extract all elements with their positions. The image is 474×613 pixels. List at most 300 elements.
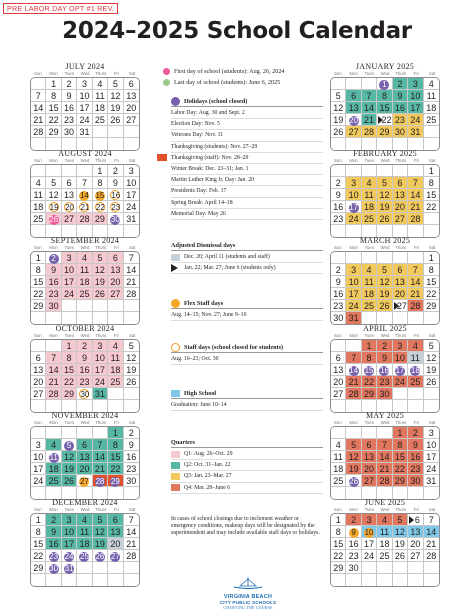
day-cell: 7: [93, 439, 108, 451]
day-cell: 31: [77, 126, 92, 138]
empty-cell: [108, 388, 123, 400]
empty-cell: [108, 574, 123, 586]
empty-cell: [31, 427, 46, 439]
day-cell: 8: [362, 352, 377, 364]
day-cell: 19: [393, 538, 408, 550]
month-calendar: [330, 498, 440, 587]
empty-cell: [393, 574, 408, 586]
day-cell: 21: [408, 201, 423, 213]
legend-staff: Staff days (school closed for students) Aug. 16–23; Oct. 30: [171, 343, 323, 365]
district-logo: VIRGINIA BEACH CITY PUBLIC SCHOOLS CHARTING THE COURSE: [210, 576, 286, 611]
day-cell: 30: [124, 475, 139, 487]
day-cell: 6: [393, 177, 408, 189]
day-cell: 25: [93, 114, 108, 126]
month-calendar: [30, 411, 140, 500]
day-cell: 21: [124, 538, 139, 550]
day-cell: 5: [124, 340, 139, 352]
day-cell: 17: [31, 463, 46, 475]
month-grid: [30, 339, 140, 413]
day-cell: 23: [377, 376, 392, 388]
day-cell: 31: [93, 388, 108, 400]
empty-cell: [31, 574, 46, 586]
day-cell: 1: [31, 514, 46, 526]
day-cell: 26: [377, 213, 392, 225]
day-cell: 6: [408, 514, 423, 526]
page-title: 2024–2025 School Calendar: [62, 18, 412, 44]
ship-icon: [228, 577, 268, 589]
day-cell: 8: [31, 264, 46, 276]
day-cell: 3: [93, 340, 108, 352]
day-cell: 8: [108, 439, 123, 451]
day-cell: 23: [108, 201, 123, 213]
day-cell: 30: [346, 562, 361, 574]
month-grid: [330, 426, 440, 500]
empty-cell: [362, 427, 377, 439]
day-cell: 9: [377, 352, 392, 364]
day-cell: 22: [93, 201, 108, 213]
day-cell: 28: [124, 288, 139, 300]
day-cell: 30: [393, 126, 408, 138]
day-cell: 15: [108, 451, 123, 463]
day-cell: 30: [331, 312, 346, 324]
day-cell: 7: [124, 514, 139, 526]
empty-cell: [124, 312, 139, 324]
empty-cell: [93, 427, 108, 439]
day-cell: 9: [62, 90, 77, 102]
day-cell: 12: [108, 90, 123, 102]
day-cell: 27: [362, 475, 377, 487]
day-cell: 6: [346, 90, 361, 102]
day-cell: 20: [393, 201, 408, 213]
month-grid: [330, 339, 440, 413]
q1-swatch: [171, 451, 180, 458]
day-cell: 24: [362, 550, 377, 562]
day-cell: 1: [377, 78, 392, 90]
day-cell: 13: [346, 102, 361, 114]
day-cell: 26: [393, 550, 408, 562]
day-cell: 14: [46, 364, 61, 376]
day-cell: 10: [124, 177, 139, 189]
day-cell: 3: [362, 514, 377, 526]
day-cell: 19: [124, 364, 139, 376]
day-cell: 30: [46, 300, 61, 312]
day-cell: 23: [331, 300, 346, 312]
day-cell: 16: [408, 451, 423, 463]
day-cell: 13: [62, 189, 77, 201]
legend-quarters: Quarters Q1: Aug. 26–Oct. 29 Q2: Oct. 31–Jan. 22 Q3: Jan. 23–Mar. 27 Q4: Mar. 28–June 6: [171, 438, 323, 494]
empty-cell: [31, 78, 46, 90]
day-cell: 19: [93, 276, 108, 288]
day-cell: 8: [377, 90, 392, 102]
day-cell: 27: [77, 475, 92, 487]
empty-cell: [377, 574, 392, 586]
day-cell: 28: [46, 388, 61, 400]
day-cell: 2: [46, 514, 61, 526]
day-cell: 13: [331, 364, 346, 376]
day-cell: 1: [393, 427, 408, 439]
day-cell: 23: [331, 213, 346, 225]
empty-cell: [331, 340, 346, 352]
day-cell: 2: [393, 78, 408, 90]
day-cell: 10: [93, 352, 108, 364]
empty-cell: [377, 165, 392, 177]
empty-cell: [362, 312, 377, 324]
month-grid: [30, 251, 140, 325]
first-day-dot: [163, 68, 170, 75]
day-cell: 30: [77, 388, 92, 400]
day-cell: 11: [362, 276, 377, 288]
day-cell: 23: [393, 114, 408, 126]
day-cell: 22: [108, 463, 123, 475]
day-cell: 30: [377, 388, 392, 400]
day-cell: 21: [408, 288, 423, 300]
day-cell: 3: [62, 252, 77, 264]
day-cell: 26: [46, 213, 61, 225]
day-cell: 11: [377, 526, 392, 538]
month-grid: [30, 513, 140, 587]
day-cell: 19: [46, 201, 61, 213]
month-calendar: [30, 498, 140, 587]
empty-cell: [393, 312, 408, 324]
day-cell: 3: [346, 177, 361, 189]
q2-swatch: [171, 462, 180, 469]
day-cell: 30: [108, 213, 123, 225]
day-cell: 20: [31, 376, 46, 388]
day-cell: 6: [362, 439, 377, 451]
empty-cell: [331, 574, 346, 586]
month-calendar: [30, 236, 140, 325]
day-cell: 29: [31, 300, 46, 312]
day-cell: 25: [408, 376, 423, 388]
day-cell: 11: [108, 352, 123, 364]
empty-cell: [408, 252, 423, 264]
day-cell: 14: [31, 102, 46, 114]
day-cell: 23: [62, 114, 77, 126]
day-cell: 2: [331, 264, 346, 276]
empty-cell: [46, 312, 61, 324]
day-cell: 5: [424, 340, 439, 352]
day-cell: 14: [93, 451, 108, 463]
empty-cell: [346, 78, 361, 90]
empty-cell: [346, 427, 361, 439]
day-cell: 8: [424, 264, 439, 276]
day-cell: 18: [31, 201, 46, 213]
day-cell: 29: [93, 213, 108, 225]
day-cell: 23: [346, 550, 361, 562]
day-cell: 15: [93, 189, 108, 201]
day-cell: 14: [77, 189, 92, 201]
day-cell: 28: [408, 300, 423, 312]
day-cell: 22: [31, 550, 46, 562]
month-grid: [330, 251, 440, 325]
day-cell: 7: [77, 177, 92, 189]
empty-cell: [424, 388, 439, 400]
day-cell: 16: [346, 538, 361, 550]
day-cell: 25: [331, 475, 346, 487]
day-cell: 4: [331, 439, 346, 451]
day-cell: 11: [31, 189, 46, 201]
day-cell: 12: [393, 526, 408, 538]
day-cell: 22: [31, 288, 46, 300]
day-cell: 18: [93, 102, 108, 114]
day-cell: 22: [424, 201, 439, 213]
weekday-header: Sun Mon Tues Wed Thurs Fri Sat: [334, 158, 436, 163]
day-cell: 18: [331, 463, 346, 475]
day-cell: 2: [408, 427, 423, 439]
day-cell: 15: [46, 102, 61, 114]
day-cell: 9: [77, 352, 92, 364]
month-title: DECEMBER 2024: [52, 498, 118, 507]
day-cell: 7: [424, 514, 439, 526]
day-cell: 27: [393, 300, 408, 312]
day-cell: 6: [31, 352, 46, 364]
day-cell: 14: [408, 189, 423, 201]
day-cell: 12: [93, 526, 108, 538]
day-cell: 24: [393, 376, 408, 388]
day-cell: 29: [46, 126, 61, 138]
day-cell: 24: [124, 201, 139, 213]
day-cell: 2: [346, 514, 361, 526]
day-cell: 24: [31, 475, 46, 487]
month-title: MAY 2025: [365, 411, 405, 420]
empty-cell: [77, 300, 92, 312]
day-cell: 11: [77, 526, 92, 538]
weekday-header: Sun Mon Tues Wed Thurs Fri Sat: [334, 333, 436, 338]
day-cell: 28: [93, 475, 108, 487]
empty-cell: [362, 165, 377, 177]
month-title: JUNE 2025: [364, 498, 406, 507]
weekday-header: Sun Mon Tues Wed Thurs Fri Sat: [334, 245, 436, 250]
day-cell: 15: [424, 276, 439, 288]
empty-cell: [393, 562, 408, 574]
empty-cell: [62, 574, 77, 586]
day-cell: 23: [46, 288, 61, 300]
day-cell: 2: [377, 340, 392, 352]
day-cell: 9: [331, 276, 346, 288]
day-cell: 24: [408, 114, 423, 126]
day-cell: 25: [377, 550, 392, 562]
day-cell: 10: [62, 264, 77, 276]
day-cell: 17: [124, 189, 139, 201]
day-cell: 25: [77, 550, 92, 562]
day-cell: 1: [31, 252, 46, 264]
day-cell: 2: [46, 252, 61, 264]
day-cell: 27: [346, 126, 361, 138]
day-cell: 28: [77, 213, 92, 225]
day-cell: 29: [331, 562, 346, 574]
empty-cell: [77, 427, 92, 439]
day-cell: 20: [108, 538, 123, 550]
day-cell: 7: [408, 177, 423, 189]
day-cell: 29: [393, 475, 408, 487]
day-cell: 17: [362, 538, 377, 550]
holiday-marker-icon: [171, 97, 180, 106]
day-cell: 7: [346, 352, 361, 364]
empty-cell: [331, 78, 346, 90]
day-cell: 18: [408, 364, 423, 376]
day-cell: 5: [93, 514, 108, 526]
empty-cell: [31, 165, 46, 177]
month-title: SEPTEMBER 2024: [50, 236, 120, 245]
empty-cell: [77, 562, 92, 574]
day-cell: 17: [393, 364, 408, 376]
day-cell: 26: [424, 376, 439, 388]
day-cell: 18: [362, 288, 377, 300]
day-cell: 24: [346, 300, 361, 312]
day-cell: 17: [346, 288, 361, 300]
day-cell: 31: [346, 312, 361, 324]
day-cell: 28: [424, 550, 439, 562]
day-cell: 20: [108, 276, 123, 288]
day-cell: 12: [377, 276, 392, 288]
month-calendar: [330, 236, 440, 325]
day-cell: 10: [346, 189, 361, 201]
empty-cell: [62, 300, 77, 312]
day-cell: 4: [77, 514, 92, 526]
day-cell: 6: [108, 514, 123, 526]
day-cell: 11: [424, 90, 439, 102]
day-cell: 4: [377, 514, 392, 526]
day-cell: 14: [377, 451, 392, 463]
month-calendar: [330, 324, 440, 413]
dismissal-swatch: [171, 254, 180, 261]
day-cell: 13: [77, 451, 92, 463]
day-cell: 27: [62, 213, 77, 225]
q3-swatch: [171, 473, 180, 480]
day-cell: 18: [108, 364, 123, 376]
closing-note: In cases of school closings due to inclement weather or emergency conditions, makeup days will be designated by the superintendent and may include available staff days or holidays.: [171, 516, 320, 537]
day-cell: 26: [62, 475, 77, 487]
empty-cell: [93, 300, 108, 312]
empty-cell: [46, 574, 61, 586]
day-cell: 21: [424, 538, 439, 550]
day-cell: 24: [346, 213, 361, 225]
day-cell: 1: [424, 165, 439, 177]
day-cell: 22: [46, 114, 61, 126]
month-grid: [330, 164, 440, 238]
day-cell: 18: [77, 538, 92, 550]
day-cell: 6: [124, 78, 139, 90]
day-cell: 15: [424, 189, 439, 201]
day-cell: 17: [93, 364, 108, 376]
day-cell: 20: [62, 201, 77, 213]
month-calendar: [30, 324, 140, 413]
empty-cell: [46, 340, 61, 352]
empty-cell: [93, 574, 108, 586]
empty-cell: [408, 312, 423, 324]
day-cell: 25: [77, 288, 92, 300]
day-cell: 16: [108, 189, 123, 201]
day-cell: 16: [124, 451, 139, 463]
day-cell: 6: [77, 439, 92, 451]
weekday-header: Sun Mon Tues Wed Thurs Fri Sat: [34, 71, 136, 76]
day-cell: 21: [46, 376, 61, 388]
day-cell: 1: [108, 427, 123, 439]
day-cell: 7: [377, 439, 392, 451]
day-cell: 10: [393, 352, 408, 364]
legend-high-school: High School Graduation: June 10–14: [171, 389, 323, 411]
day-cell: 22: [393, 463, 408, 475]
day-cell: 20: [362, 463, 377, 475]
day-cell: 20: [408, 538, 423, 550]
day-cell: 4: [31, 177, 46, 189]
day-cell: 12: [377, 189, 392, 201]
weekday-header: Sun Mon Tues Wed Thurs Fri Sat: [34, 507, 136, 512]
day-cell: 8: [331, 526, 346, 538]
day-cell: 14: [124, 264, 139, 276]
month-calendar: [330, 411, 440, 500]
day-cell: 11: [77, 264, 92, 276]
day-cell: 4: [108, 340, 123, 352]
day-cell: 13: [108, 526, 123, 538]
day-cell: 4: [424, 78, 439, 90]
day-cell: 8: [393, 439, 408, 451]
day-cell: 29: [108, 475, 123, 487]
empty-cell: [393, 388, 408, 400]
day-cell: 20: [77, 463, 92, 475]
dismissal-triangle-icon: [171, 264, 178, 272]
day-cell: 14: [124, 526, 139, 538]
day-cell: 7: [124, 252, 139, 264]
day-cell: 11: [331, 451, 346, 463]
day-cell: 17: [424, 451, 439, 463]
day-cell: 3: [393, 340, 408, 352]
empty-cell: [108, 300, 123, 312]
day-cell: 12: [46, 189, 61, 201]
day-cell: 11: [408, 352, 423, 364]
day-cell: 21: [31, 114, 46, 126]
month-grid: [330, 513, 440, 587]
empty-cell: [362, 562, 377, 574]
day-cell: 13: [362, 451, 377, 463]
day-cell: 10: [31, 451, 46, 463]
day-cell: 26: [377, 300, 392, 312]
day-cell: 16: [46, 538, 61, 550]
day-cell: 10: [362, 526, 377, 538]
weekday-header: Sun Mon Tues Wed Thurs Fri Sat: [334, 507, 436, 512]
day-cell: 13: [393, 189, 408, 201]
empty-cell: [424, 312, 439, 324]
day-cell: 26: [93, 550, 108, 562]
day-cell: 14: [424, 526, 439, 538]
day-cell: 5: [46, 177, 61, 189]
empty-cell: [393, 252, 408, 264]
day-cell: 5: [331, 90, 346, 102]
empty-cell: [124, 388, 139, 400]
day-cell: 22: [424, 288, 439, 300]
empty-cell: [331, 252, 346, 264]
day-cell: 3: [124, 165, 139, 177]
day-cell: 29: [377, 126, 392, 138]
day-cell: 8: [93, 177, 108, 189]
empty-cell: [346, 252, 361, 264]
empty-cell: [46, 165, 61, 177]
day-cell: 11: [93, 90, 108, 102]
day-cell: 16: [331, 288, 346, 300]
day-cell: 31: [62, 562, 77, 574]
empty-cell: [346, 340, 361, 352]
day-cell: 1: [93, 165, 108, 177]
day-cell: 17: [62, 538, 77, 550]
day-cell: 28: [408, 213, 423, 225]
day-cell: 5: [346, 439, 361, 451]
day-cell: 26: [93, 288, 108, 300]
day-cell: 6: [108, 252, 123, 264]
day-cell: 5: [377, 177, 392, 189]
day-cell: 26: [346, 475, 361, 487]
day-cell: 22: [62, 376, 77, 388]
month-title: APRIL 2025: [363, 324, 407, 333]
